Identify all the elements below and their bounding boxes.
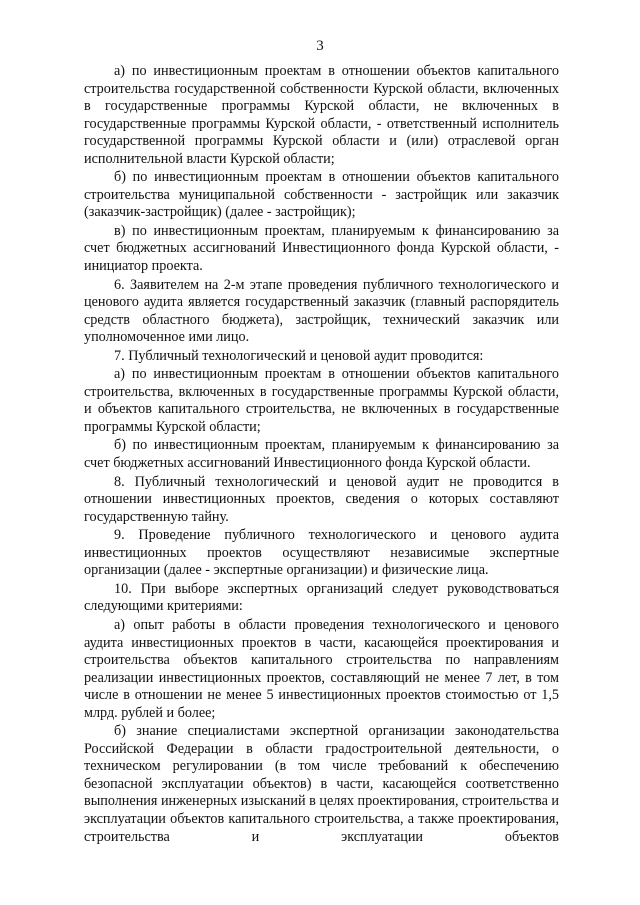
- paragraph-10a: а) опыт работы в области проведения технологического и ценового аудита инвестиционных проектов в части, касающейся проектирования и строительства объектов капитального строительства по направлениям реализации инвестиционных проектов, составляющий не менее 7 лет, в том числе в отношении не менее 5 инвестиционных проектов стоимостью от 1,5 млрд. рублей и более;: [84, 616, 559, 721]
- paragraph-7b: б) по инвестиционным проектам, планируемым к финансированию за счет бюджетных ассигнований Инвестиционного фонда Курской области.: [84, 437, 559, 472]
- paragraph-6: 6. Заявителем на 2-м этапе проведения публичного технологического и ценового аудита является государственный заказчик (главный распорядитель средств областного бюджета), застройщик, технический заказчик или уполномоченное ими лицо.: [84, 276, 559, 346]
- page-number: 3: [316, 38, 324, 54]
- paragraph-7a: а) по инвестиционным проектам в отношении объектов капитального строительства, включенных в государственные программы Курской области, и объектов капитального строительства, не включенных в государственные программы Курской области;: [84, 366, 559, 435]
- paragraph-5b: б) по инвестиционным проектам в отношении объектов капитального строительства муниципальной собственности - застройщик или заказчик (заказчик-застройщик) (далее - застройщик);: [84, 169, 559, 221]
- paragraph-9: 9. Проведение публичного технологического и ценового аудита инвестиционных проектов осуществляют независимые экспертные организации (далее - экспертные организации) и физические лица.: [84, 527, 559, 579]
- paragraph-5a: а) по инвестиционным проектам в отношении объектов капитального строительства государственной собственности Курской области, включенных в государственные программы Курской области, не включенных в государственные программы Курской области, - ответственный исполнитель государственной программы Курской области и (или) отраслевой орган исполнительной власти Курской области;: [84, 63, 559, 167]
- paragraph-10b: б) знание специалистами экспертной организации законодательства Российской Федерации в области градостроительной деятельности, о техническом регулировании (в том числе требований к обеспечению безопасной эксплуатации объектов) в части, касающейся соответственно выполнения инженерных изысканий в целях проектирования, строительства и эксплуатации объектов капитального строительства, а также проектирования, строительства и эксплуатации объектов: [84, 723, 560, 845]
- paragraph-10: 10. При выборе экспертных организаций следует руководствоваться следующими критериями:: [84, 580, 559, 615]
- paragraph-8: 8. Публичный технологический и ценовой аудит не проводится в отношении инвестиционных проектов, сведения о которых составляют государственную тайну.: [84, 473, 559, 525]
- paragraph-5c: в) по инвестиционным проектам, планируемым к финансированию за счет бюджетных ассигнований Инвестиционного фонда Курской области, - инициатор проекта.: [84, 222, 559, 275]
- paragraph-7: 7. Публичный технологический и ценовой аудит проводится:: [114, 347, 484, 364]
- document-body: [84, 63, 559, 847]
